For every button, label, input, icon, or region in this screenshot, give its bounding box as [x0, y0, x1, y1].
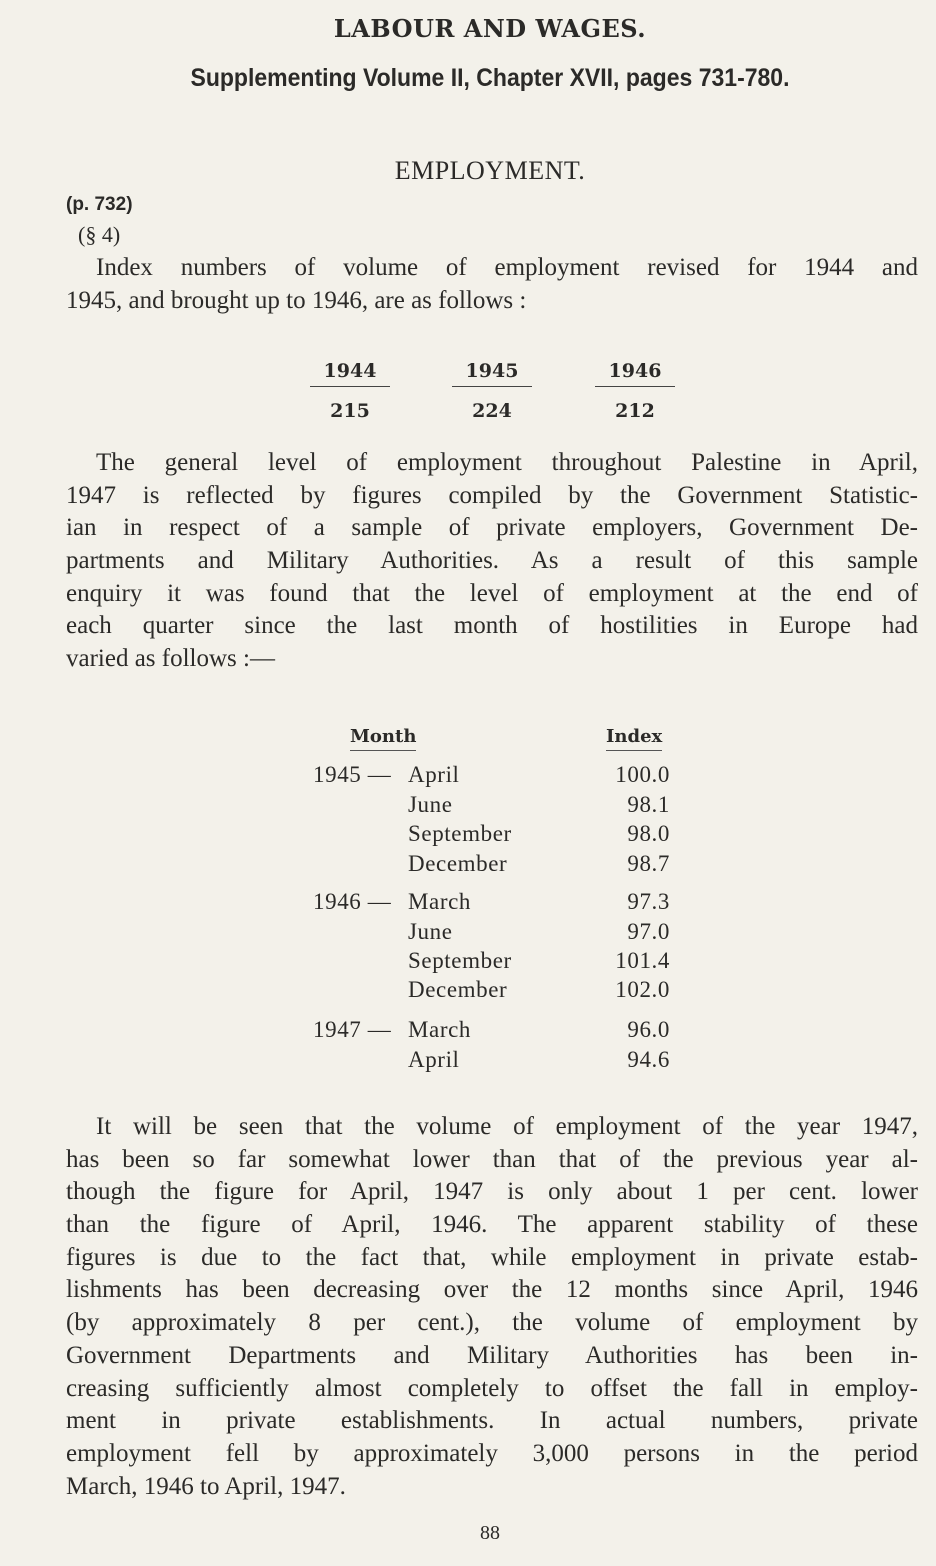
- row-index: 97.3: [627, 889, 670, 914]
- text-line: each quarter since the last month of hostilities in Europe had: [66, 612, 918, 640]
- text-line: varied as follows :—: [66, 645, 275, 673]
- row-month: September: [408, 821, 512, 846]
- row-month: June: [408, 919, 453, 944]
- row-index: 97.0: [627, 919, 670, 944]
- row-month: June: [408, 792, 453, 817]
- row-month: December: [408, 977, 508, 1002]
- text-line: than the figure of April, 1946. The apparent stability of these: [66, 1211, 918, 1239]
- row-index: 102.0: [615, 977, 670, 1002]
- text-line: ian in respect of a sample of private employers, Government De-: [66, 514, 918, 542]
- index-column-header: Index: [606, 726, 662, 751]
- row-month: March: [408, 889, 472, 914]
- page-reference: (p. 732): [66, 194, 133, 215]
- text-line: creasing sufficiently almost completely to offset the fall in employ-: [66, 1374, 918, 1402]
- year-value: 212: [615, 400, 655, 422]
- section-heading: EMPLOYMENT.: [394, 156, 586, 185]
- row-month: September: [408, 948, 512, 973]
- month-column-header: Month: [350, 726, 416, 751]
- text-line: It will be seen that the volume of employment of the year 1947,: [96, 1113, 918, 1140]
- year-value: 224: [472, 400, 512, 422]
- text-line: ment in private establishments. In actual numbers, private: [66, 1407, 918, 1435]
- year-header: 1945: [452, 360, 532, 387]
- text-line: employment fell by approximately 3,000 persons in the period: [66, 1439, 918, 1467]
- text-line: figures is due to the fact that, while employment in private estab-: [66, 1243, 918, 1271]
- row-year: 1946 —: [313, 889, 392, 914]
- row-index: 96.0: [627, 1017, 670, 1042]
- row-month: April: [408, 762, 460, 787]
- text-line: 1945, and brought up to 1946, are as follows :: [66, 286, 527, 314]
- text-line: Government Departments and Military Authorities has been in-: [66, 1341, 918, 1369]
- row-index: 98.1: [627, 792, 670, 817]
- text-line: partments and Military Authorities. As a result of this sample: [66, 547, 918, 575]
- row-year: 1945 —: [313, 762, 392, 787]
- paragraph-2: [66, 447, 918, 676]
- text-line: (by approximately 8 per cent.), the volume of employment by: [66, 1309, 918, 1337]
- paragraph-3: [66, 1111, 918, 1503]
- year-value: 215: [330, 400, 370, 422]
- text-line: Index numbers of volume of employment revised for 1944 and: [96, 254, 918, 281]
- row-index: 100.0: [615, 762, 670, 787]
- year-header: 1944: [310, 360, 390, 387]
- text-line: has been so far somewhat lower than that of the previous year al-: [66, 1145, 918, 1173]
- section-reference: (§ 4): [78, 222, 121, 247]
- chapter-title: LABOUR AND WAGES.: [333, 14, 647, 43]
- text-line: lishments has been decreasing over the 12 months since April, 1946: [66, 1276, 918, 1304]
- row-month: December: [408, 851, 508, 876]
- text-line: 1947 is reflected by figures compiled by the Government Statistic-: [66, 481, 918, 509]
- year-header: 1946: [595, 360, 675, 387]
- row-month: March: [408, 1017, 472, 1042]
- paragraph-1: [66, 252, 918, 317]
- text-line: March, 1946 to April, 1947.: [66, 1472, 346, 1500]
- row-index: 94.6: [627, 1047, 670, 1072]
- row-year: 1947 —: [313, 1017, 392, 1042]
- row-index: 98.0: [627, 821, 670, 846]
- page-number: 88: [480, 1522, 500, 1544]
- chapter-subtitle: Supplementing Volume II, Chapter XVII, pages 731-780.: [190, 64, 790, 92]
- row-index: 101.4: [615, 948, 670, 973]
- text-line: The general level of employment throughout Palestine in April,: [96, 449, 918, 476]
- text-line: enquiry it was found that the level of employment at the end of: [66, 579, 918, 607]
- row-index: 98.7: [627, 851, 670, 876]
- text-line: though the figure for April, 1947 is only about 1 per cent. lower: [66, 1178, 918, 1206]
- row-month: April: [408, 1047, 460, 1072]
